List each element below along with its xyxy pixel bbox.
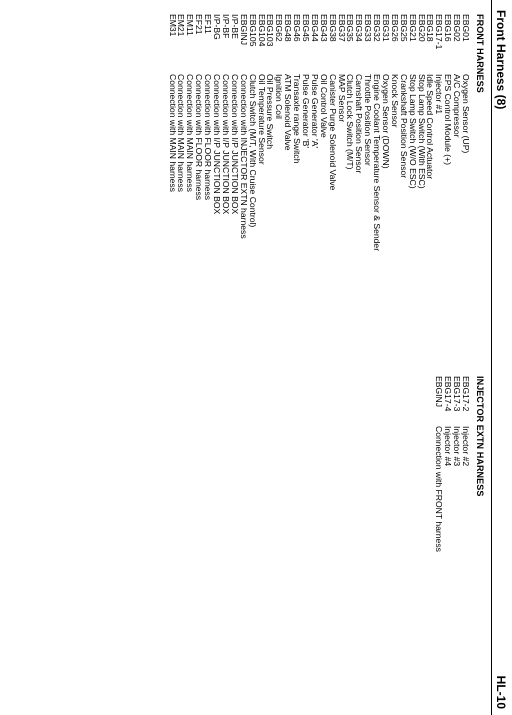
connector-row (310, 14, 319, 251)
connector-row (328, 14, 337, 251)
connector-code: EBG26 (389, 14, 400, 42)
connector-code: EF21 (194, 14, 205, 35)
connector-code: EBG25 (398, 14, 409, 42)
connector-description: Oil Control Valve (318, 74, 329, 138)
connector-description: Connection with FRONT harness (434, 426, 445, 552)
connector-row (381, 14, 390, 251)
connector-description: Ignition Coil (274, 74, 285, 119)
connector-code: EBG43 (318, 14, 329, 42)
connector-description: Engine Coolant Temperature Sensor & Sender (372, 74, 383, 252)
connector-row (221, 14, 230, 251)
front-harness-connector-list (168, 14, 470, 251)
connector-code: EBGINJ (238, 14, 249, 46)
connector-code: EBG46 (292, 14, 303, 42)
connector-row (168, 14, 177, 251)
connector-description: Connection with INJECTOR EXTN harness (238, 74, 249, 239)
connector-code: EBG104 (256, 14, 267, 47)
connector-row (443, 14, 452, 251)
connector-description: ATM Solenoid Valve (283, 74, 294, 151)
connector-row (186, 14, 195, 251)
connector-description: Clutch Switch (M/T, With Cruise Control) (247, 74, 258, 228)
connector-description: Connection with MAIN harness (185, 74, 196, 192)
connector-row (363, 14, 372, 251)
connector-row (203, 14, 212, 251)
connector-code: EBG33 (363, 14, 374, 42)
connector-description: Connection with I/P JUNCTION BOX (212, 74, 223, 215)
connector-description: Throttle Position Sensor (363, 74, 374, 166)
page-code: HL-10 (494, 675, 508, 709)
connector-row (266, 14, 275, 251)
front-harness-heading: FRONT HARNESS (475, 14, 485, 93)
connector-description: Injector #2 (461, 426, 471, 467)
connector-code: I/P-BF (220, 14, 231, 39)
connector-description: Injector #3 (452, 426, 463, 467)
connector-row (274, 14, 283, 251)
connector-description: Camshaft Position Sensor (354, 74, 365, 174)
connector-code: EBG44 (309, 14, 320, 42)
connector-description: Connection with MAIN harness (176, 74, 187, 192)
connector-description: Injector #4 (443, 426, 454, 467)
connector-description: Transaxle range Switch (292, 74, 303, 164)
connector-code: EF11 (203, 14, 214, 34)
connector-description: Stop Lamp Switch (W/O ESC) (407, 74, 418, 189)
connector-description: Connection with FLOOR harness (194, 74, 205, 201)
connector-code: I/P-BG (212, 14, 223, 40)
connector-row (301, 14, 310, 251)
connector-code: EBG17-4 (443, 376, 454, 412)
page-title: Front Harness (8) (494, 10, 508, 110)
connector-row (257, 14, 266, 251)
connector-code: EBG34 (354, 14, 365, 42)
connector-code: EBG62 (274, 14, 285, 42)
connector-row (372, 14, 381, 251)
connector-row (426, 14, 435, 251)
connector-row (417, 14, 426, 251)
connector-row (194, 14, 203, 251)
connector-code: EM21 (176, 14, 187, 37)
connector-code: EBG35 (345, 14, 356, 42)
connector-row (452, 376, 461, 552)
connector-row (461, 376, 470, 552)
connector-description: Clutch Lock Switch (M/T) (345, 74, 356, 170)
connector-code: EBG103 (265, 14, 276, 47)
connector-row (283, 14, 292, 251)
connector-description: Crankshaft Position Sensor (398, 74, 409, 179)
connector-row (346, 14, 355, 251)
connector-row (434, 376, 443, 552)
connector-code: EBG32 (372, 14, 383, 42)
connector-code: EBG16 (443, 14, 454, 42)
connector-code: EBG18 (425, 14, 436, 42)
connector-code: EBG37 (336, 14, 347, 42)
connector-row (230, 14, 239, 251)
header-divider (491, 0, 492, 715)
connector-row (248, 14, 257, 251)
connector-row (354, 14, 363, 251)
connector-row (390, 14, 399, 251)
connector-row (239, 14, 248, 251)
connector-description: Oxygen Sensor (UP) (461, 74, 471, 154)
connector-code: I/P-BE (229, 14, 240, 39)
connector-code: EM11 (185, 14, 196, 36)
connector-description: Knock Sensor (389, 74, 400, 128)
connector-row (319, 14, 328, 251)
connector-row (177, 14, 186, 251)
connector-row (461, 14, 470, 251)
connector-row (408, 14, 417, 251)
connector-description: Stop Lamp Switch (With ESC) (416, 74, 427, 189)
connector-code: EBG01 (461, 14, 471, 42)
connector-code: EBG45 (300, 14, 311, 42)
connector-code: EBG17-2 (461, 376, 471, 412)
connector-description: Idle Speed Control Actuator (425, 74, 436, 180)
connector-row (337, 14, 346, 251)
connector-code: EM31 (167, 14, 178, 37)
connector-description: Canister Purge Solenoid Valve (327, 74, 338, 191)
connector-description: Pulse Generator 'A' (309, 74, 320, 148)
connector-description: Oxygen Sensor (DOWN) (380, 74, 391, 169)
connector-row (434, 14, 443, 251)
connector-description: Connection with I/P JUNCTION BOX (229, 74, 240, 215)
connector-code: EBG21 (407, 14, 418, 42)
connector-code: EBG02 (452, 14, 463, 42)
connector-row (443, 376, 452, 552)
connector-row (399, 14, 408, 251)
connector-code: EBG38 (327, 14, 338, 42)
connector-code: EBGINJ (434, 376, 445, 408)
connector-row (292, 14, 301, 251)
connector-description: A/C Compressor (452, 74, 463, 138)
connector-code: EBG48 (283, 14, 294, 42)
connector-description: MAP Sensor (336, 74, 347, 123)
connector-description: Pulse Generator 'B' (300, 74, 311, 148)
injector-harness-heading: INJECTOR EXTN HARNESS (475, 376, 485, 497)
connector-code: EBG17-3 (452, 376, 463, 412)
injector-harness-connector-list (434, 376, 470, 552)
connector-description: Connection with I/P JUNCTION BOX (220, 74, 231, 215)
connector-code: EBG17-1 (434, 14, 445, 50)
connector-row (212, 14, 221, 251)
connector-code: EBG20 (416, 14, 427, 42)
connector-code: EBG105 (247, 14, 258, 47)
connector-description: Connection with FLOOR harness (203, 74, 214, 201)
connector-row (452, 14, 461, 251)
connector-description: EPS Control Module (+) (443, 74, 454, 165)
connector-code: EBG31 (380, 14, 391, 42)
connector-description: Oil Pressure Switch (265, 74, 276, 149)
connector-description: Connection with MAIN harness (167, 74, 178, 192)
connector-description: Oil Temperature Sensor (256, 74, 267, 165)
connector-description: Injector #1 (434, 74, 445, 115)
